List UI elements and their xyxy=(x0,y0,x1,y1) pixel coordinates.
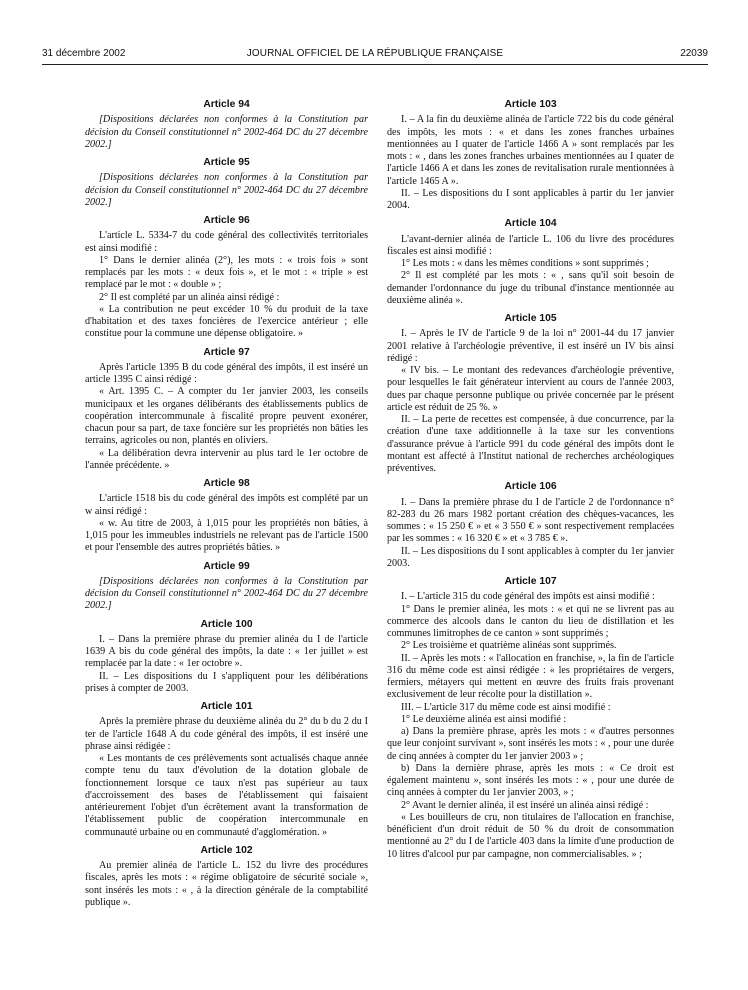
article-paragraph: Au premier alinéa de l'article L. 152 du livre des procédures fiscales, après les mots : « régime obligatoire de sécurité sociale », sont insérés les mots : « , à la direction générale de la comptabilité publique ». xyxy=(85,860,368,908)
article-paragraph: 1° Le deuxième alinéa est ainsi modifié : xyxy=(401,713,567,725)
article-section xyxy=(85,99,368,151)
article-paragraph: [Dispositions déclarées non conformes à la Constitution par décision du Conseil constitutionnel n° 2002-464 DC du 27 décembre 2002.] xyxy=(85,575,368,612)
article-paragraph: [Dispositions déclarées non conformes à la Constitution par décision du Conseil constitutionnel n° 2002-464 DC du 27 décembre 2002.] xyxy=(85,114,368,150)
article-paragraph: Après la première phrase du deuxième alinéa du 2° du b du 2 du I ter de l'article 1648 A du code général des impôts, il est inséré une phrase ainsi rédigée : xyxy=(85,716,368,752)
article-paragraph: « Art. 1395 C. – A compter du 1er janvier 2003, les conseils municipaux et les organes délibérants des établissements publics de coopération intercommunale à fiscalité propre peuvent exonérer, chacun pour sa part, de taxe foncière sur les propriétés non bâties les terrains, agricoles ou non, plantés en oliviers. xyxy=(85,386,368,447)
article-title: Article 97 xyxy=(203,346,250,358)
article-paragraph: II. – La perte de recettes est compensée, à due concurrence, par la création d'une taxe additionnelle à la taxe sur les conventions d'assurance prévue à l'article 991 du code général des impôts dont le montant est affecté à l'Institut national de recherches archéologiques préventives. xyxy=(387,414,674,474)
article-paragraph: L'article L. 5334-7 du code général des collectivités territoriales est ainsi modifié : xyxy=(85,230,368,254)
article-section xyxy=(387,576,674,861)
article-paragraph: L'avant-dernier alinéa de l'article L. 106 du livre des procédures fiscales est ainsi modifié : xyxy=(387,233,674,257)
page-number: 22039 xyxy=(680,48,708,59)
article-paragraph: « La contribution ne peut excéder 10 % du produit de la taxe d'habitation et des taxes foncières de l'exercice antérieur ; elle constitue pour la commune une dépense obligatoire. » xyxy=(85,303,368,340)
article-title: Article 107 xyxy=(504,576,557,587)
article-section xyxy=(387,99,674,212)
article-paragraph: 2° Les troisième et quatrième alinéas sont supprimés. xyxy=(401,640,617,652)
article-section xyxy=(387,313,674,475)
header-date: 31 décembre 2002 xyxy=(42,48,126,59)
article-paragraph: 1° Dans le premier alinéa, les mots : « et qui ne se livrent pas au commerce des alcools dans le canton du lieu de distillation et les communes limitrophes de ce canton » sont supprimés ; xyxy=(387,603,674,639)
article-paragraph: « Les bouilleurs de cru, non titulaires de l'allocation en franchise, bénéficient d'un droit réduit de 50 % du droit de consommation mentionné au 2° du I de l'article 403 dans la limite d'une production de 10 litres d'alcool pur par campagne, non commercialisables. » ; xyxy=(387,811,674,860)
article-section xyxy=(85,619,368,696)
article-section xyxy=(387,218,674,307)
article-paragraph: II. – Après les mots : « l'allocation en franchise, », la fin de l'article 316 du même code est ainsi rédigée : « les propriétaires de vergers, fermiers, métayers qui mettent en œuvre des fruits frais provenant exclusivement de leur récolte pour la distillation ». xyxy=(387,652,674,701)
article-paragraph: II. – Les dispositions du I s'appliquent pour les délibérations prises à compter de 2003. xyxy=(85,670,368,694)
article-section xyxy=(85,478,368,555)
article-title: Article 94 xyxy=(203,99,250,110)
article-section xyxy=(85,347,368,473)
left-column xyxy=(85,93,368,909)
journal-title: JOURNAL OFFICIEL DE LA RÉPUBLIQUE FRANÇAISE xyxy=(246,48,504,59)
article-paragraph: 2° Il est complété par les mots : « , sans qu'il soit besoin de demander l'ordonnance du juge du tribunal d'instance mentionnée au deuxième alinéa ». xyxy=(387,270,674,306)
article-paragraph: « w. Au titre de 2003, à 1,015 pour les propriétés non bâties, à 1,015 pour les immeubles industriels ne relevant pas de l'article 1500 et pour l'ensemble des autres propriétés bâties. » xyxy=(85,517,368,554)
article-section xyxy=(85,845,368,909)
article-paragraph: b) Dans la dernière phrase, après les mots : « Ce droit est également maintenu », sont insérés les mots : « , pour une durée de cinq années à compter du 1er janvier 2003, » ; xyxy=(387,762,674,799)
article-title: Article 101 xyxy=(200,701,253,712)
article-section xyxy=(85,701,368,839)
article-paragraph: I. – Dans la première phrase du premier alinéa du I de l'article 1639 A bis du code général des impôts, la date : « 1er juillet » est remplacée par la date : « 1er octobre ». xyxy=(85,633,368,670)
article-title: Article 104 xyxy=(504,218,557,230)
article-paragraph: a) Dans la première phrase, après les mots : « d'autres personnes que leur conjoint survivant », sont insérés les mots : « , pour une durée de cinq années à compter du 1er janvier 2003 » ; xyxy=(387,726,674,762)
article-title: Article 99 xyxy=(203,560,250,572)
article-section xyxy=(85,157,368,209)
article-section xyxy=(85,215,368,341)
article-title: Article 95 xyxy=(203,157,250,168)
article-title: Article 102 xyxy=(200,844,253,856)
article-paragraph: I. – Dans la première phrase du I de l'article 2 de l'ordonnance n° 82-283 du 26 mars 1982 portant création des chèques-vacances, les sommes : « 15 250 € » et « 3 550 € » sont respectivement remplacées par les sommes : « 16 320 € » et « 3 785 € ». xyxy=(387,496,674,545)
article-paragraph: 2° Il est complété par un alinéa ainsi rédigé : xyxy=(99,291,280,303)
article-paragraph: III. – L'article 317 du même code est ainsi modifié : xyxy=(401,701,611,713)
article-paragraph: I. – A la fin du deuxième alinéa de l'article 722 bis du code général des impôts, les mots : « et dans les zones franches urbaines mentionnées au I quater de l'article 1466 A » sont remplacés par les mots : « , dans les zones franches urbaines mentionnées au I quater de l'article 1466 A et dans les zones de revitalisation rurale mentionnées à l'article 1465 A ». xyxy=(387,114,674,187)
article-paragraph: 2° Avant le dernier alinéa, il est inséré un alinéa ainsi rédigé : xyxy=(401,799,649,811)
page-header xyxy=(42,48,708,62)
article-paragraph: [Dispositions déclarées non conformes à la Constitution par décision du Conseil constitutionnel n° 2002-464 DC du 27 décembre 2002.] xyxy=(85,172,368,208)
article-paragraph: II. – Les dispositions du I sont applicables à partir du 1er janvier 2004. xyxy=(387,187,674,211)
article-title: Article 96 xyxy=(203,215,250,226)
header-rule xyxy=(42,64,708,65)
article-paragraph: « IV bis. – Le montant des redevances d'archéologie préventive, pour lesquelles le fait générateur intervient au cours de l'année 2003, dues par chaque personne publique ou privée concernée par le présent article est réduit de 25 %. » xyxy=(387,365,674,413)
article-title: Article 103 xyxy=(504,99,557,110)
article-paragraph: Après l'article 1395 B du code général des impôts, il est inséré un article 1395 C ainsi rédigé : xyxy=(85,361,368,385)
article-paragraph: I. – L'article 315 du code général des impôts est ainsi modifié : xyxy=(401,591,655,603)
article-section xyxy=(387,481,674,570)
article-title: Article 106 xyxy=(504,481,557,493)
article-paragraph: L'article 1518 bis du code général des impôts est complété par un w ainsi rédigé : xyxy=(85,493,368,517)
article-paragraph: « La délibération devra intervenir au plus tard le 1er octobre de l'année précédente. » xyxy=(85,447,368,471)
right-column xyxy=(387,93,674,861)
article-paragraph: 1° Les mots : « dans les mêmes conditions » sont supprimés ; xyxy=(401,258,649,269)
article-paragraph: « Les montants de ces prélèvements sont actualisés chaque année compte tenu du taux d'évolution de la dotation globale de fonctionnement lorsque ce taux n'est pas supérieur au taux d'accroissement des bases de l'établissement qui faisaient antérieurement l'objet d'un écrêtement avant la transformation de l'établissement public de coopération intercommunale en communauté urbaine ou en communauté d'agglomération. » xyxy=(85,753,368,838)
article-paragraph: 1° Dans le dernier alinéa (2°), les mots : « trois fois » sont remplacés par les mots : « deux fois », et le mot : « triple » est remplacé par le mot : « double » ; xyxy=(85,254,368,291)
article-title: Article 98 xyxy=(203,478,250,489)
article-paragraph: II. – Les dispositions du I sont applicables à compter du 1er janvier 2003. xyxy=(387,545,674,569)
article-paragraph: I. – Après le IV de l'article 9 de la loi n° 2001-44 du 17 janvier 2001 relative à l'archéologie préventive, il est inséré un IV bis ainsi rédigé : xyxy=(387,328,674,364)
article-title: Article 105 xyxy=(504,313,557,324)
article-title: Article 100 xyxy=(200,618,253,630)
article-section xyxy=(85,561,368,613)
